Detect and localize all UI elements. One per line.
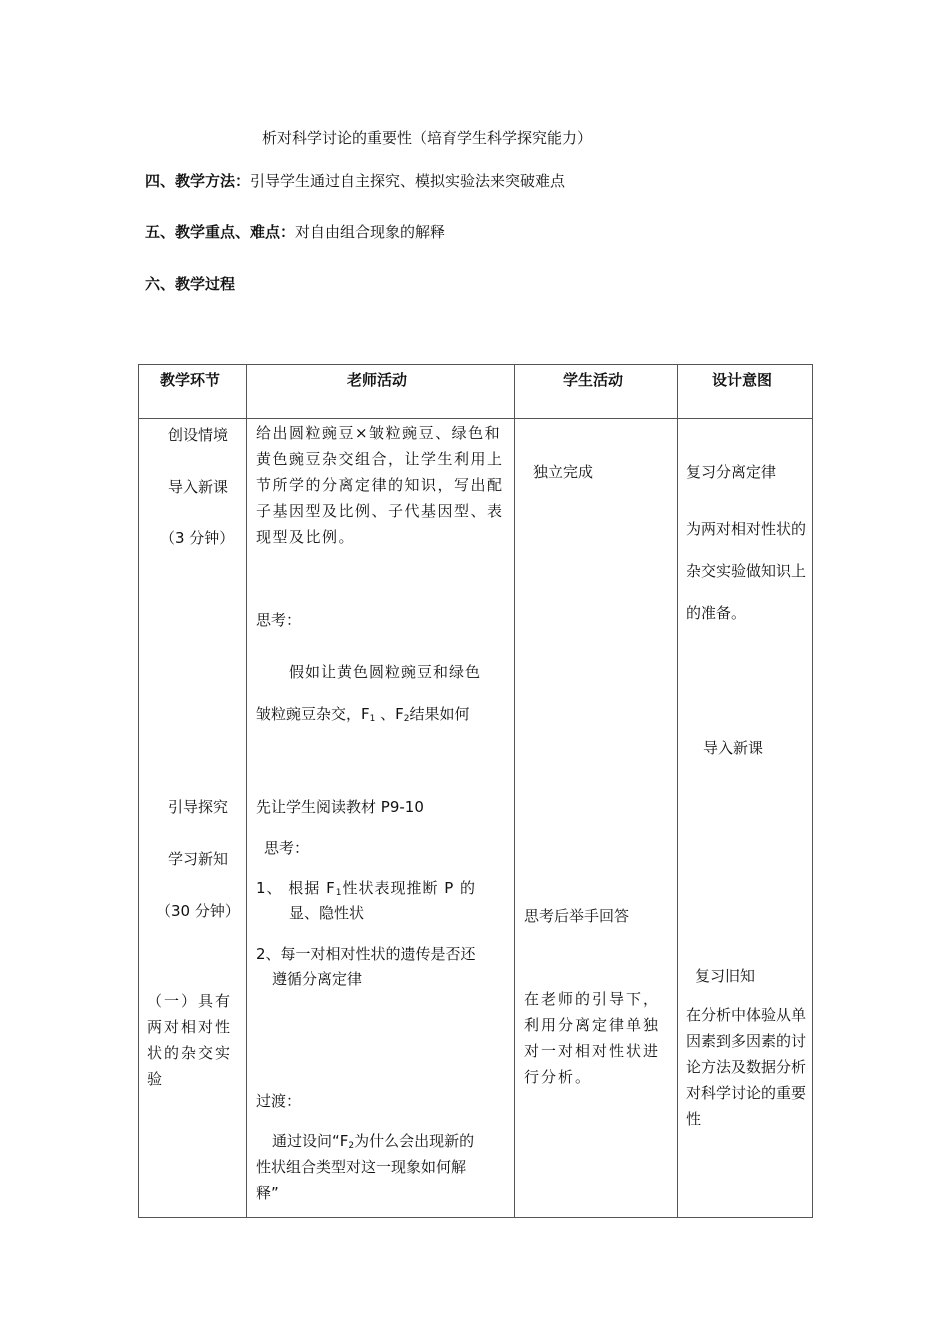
table-border-right: [812, 364, 813, 1218]
stage-3-title: （一）具有两对相对性状的杂交实验: [147, 992, 233, 1088]
methods-text: 引导学生通过自主探究、模拟实验法来突破难点: [250, 172, 566, 190]
q1b-text-3: 结果如何: [409, 705, 470, 723]
teacher-think-label-1: 思考：: [256, 611, 302, 629]
teacher-transition-label: 过渡：: [256, 1092, 302, 1110]
intro-line: 析对科学讨论的重要性（培育学生科学探究能力）: [262, 129, 593, 147]
trans-text-2: 为什么会出现新的: [354, 1132, 475, 1150]
methods-line: [145, 170, 565, 191]
stage-2-line-2: 学习新知: [168, 850, 229, 868]
item1-text-1: 1、 根据 F: [256, 879, 336, 897]
focus-line: [145, 221, 445, 242]
stage-1-line-1: 创设情境: [168, 426, 229, 444]
stage-1-line-2: 导入新课: [168, 478, 229, 496]
header-intent: 设计意图: [712, 371, 773, 389]
teacher-question-1b: [256, 703, 470, 724]
teacher-transition-3: 释”: [256, 1184, 279, 1202]
student-activity-3: 在老师的引导下，利用分离定律单独对一对相对性状进行分析。: [524, 990, 661, 1086]
table-col-divider-3: [677, 364, 678, 1218]
table-border-left: [138, 364, 139, 1218]
teacher-think-label-2: 思考：: [264, 839, 310, 857]
table-border-top: [138, 364, 813, 365]
teacher-transition-1: [272, 1130, 474, 1151]
teacher-read-instruction: 先让学生阅读教材 P9-10: [256, 798, 424, 816]
teacher-item-1: [256, 877, 476, 898]
intent-2: 为两对相对性状的杂交实验做知识上的准备。: [686, 520, 807, 622]
header-teacher: 老师活动: [347, 371, 408, 389]
student-activity-1: 独立完成: [533, 463, 594, 481]
item1-sub: 1: [335, 888, 343, 898]
q1b-text-1: 皱粒豌豆杂交，F: [256, 705, 370, 723]
teacher-item-1-cont: 显、隐性状: [289, 904, 365, 922]
table-header-divider: [138, 418, 813, 419]
teacher-item-2-cont: 遵循分离定律: [272, 970, 363, 988]
intent-3: 导入新课: [703, 739, 764, 757]
methods-label: 四、教学方法：: [145, 172, 251, 190]
stage-2-duration: （30 分钟）: [156, 902, 240, 920]
process-title: 六、教学过程: [145, 275, 236, 293]
item1-text-2: 性状表现推断 P 的: [342, 879, 477, 897]
teacher-item-2: 2、每一对相对性状的遗传是否还: [256, 945, 476, 963]
focus-label: 五、教学重点、难点：: [145, 223, 296, 241]
intent-5: 在分析中体验从单因素到多因素的讨论方法及数据分析对科学讨论的重要性: [686, 1006, 807, 1128]
focus-text: 对自由组合现象的解释: [295, 223, 446, 241]
q1b-text-2: 、F: [375, 705, 404, 723]
teacher-activity-1: 给出圆粒豌豆×皱粒豌豆、绿色和黄色豌豆杂交组合，让学生利用上节所学的分离定律的知识，写出配子基因型及比例、子代基因型、表现型及比例。: [256, 424, 504, 546]
header-student: 学生活动: [563, 371, 624, 389]
intent-4: 复习旧知: [695, 967, 756, 985]
teacher-question-1a: 假如让黄色圆粒豌豆和绿色: [289, 663, 482, 681]
q1b-sub-2: 2: [403, 714, 410, 724]
stage-2-line-1: 引导探究: [168, 798, 229, 816]
q1b-sub-1: 1: [369, 714, 376, 724]
stage-1-duration: （3 分钟）: [160, 529, 235, 547]
intent-1: 复习分离定律: [686, 463, 777, 481]
student-activity-2: 思考后举手回答: [524, 907, 630, 925]
table-border-bottom: [138, 1217, 813, 1218]
table-col-divider-2: [514, 364, 515, 1218]
trans-text-1: 通过设问“F: [272, 1132, 349, 1150]
teacher-transition-2: 性状组合类型对这一现象如何解: [256, 1158, 467, 1176]
header-stage: 教学环节: [160, 371, 221, 389]
trans-sub: 2: [348, 1141, 355, 1151]
table-col-divider-1: [246, 364, 247, 1218]
